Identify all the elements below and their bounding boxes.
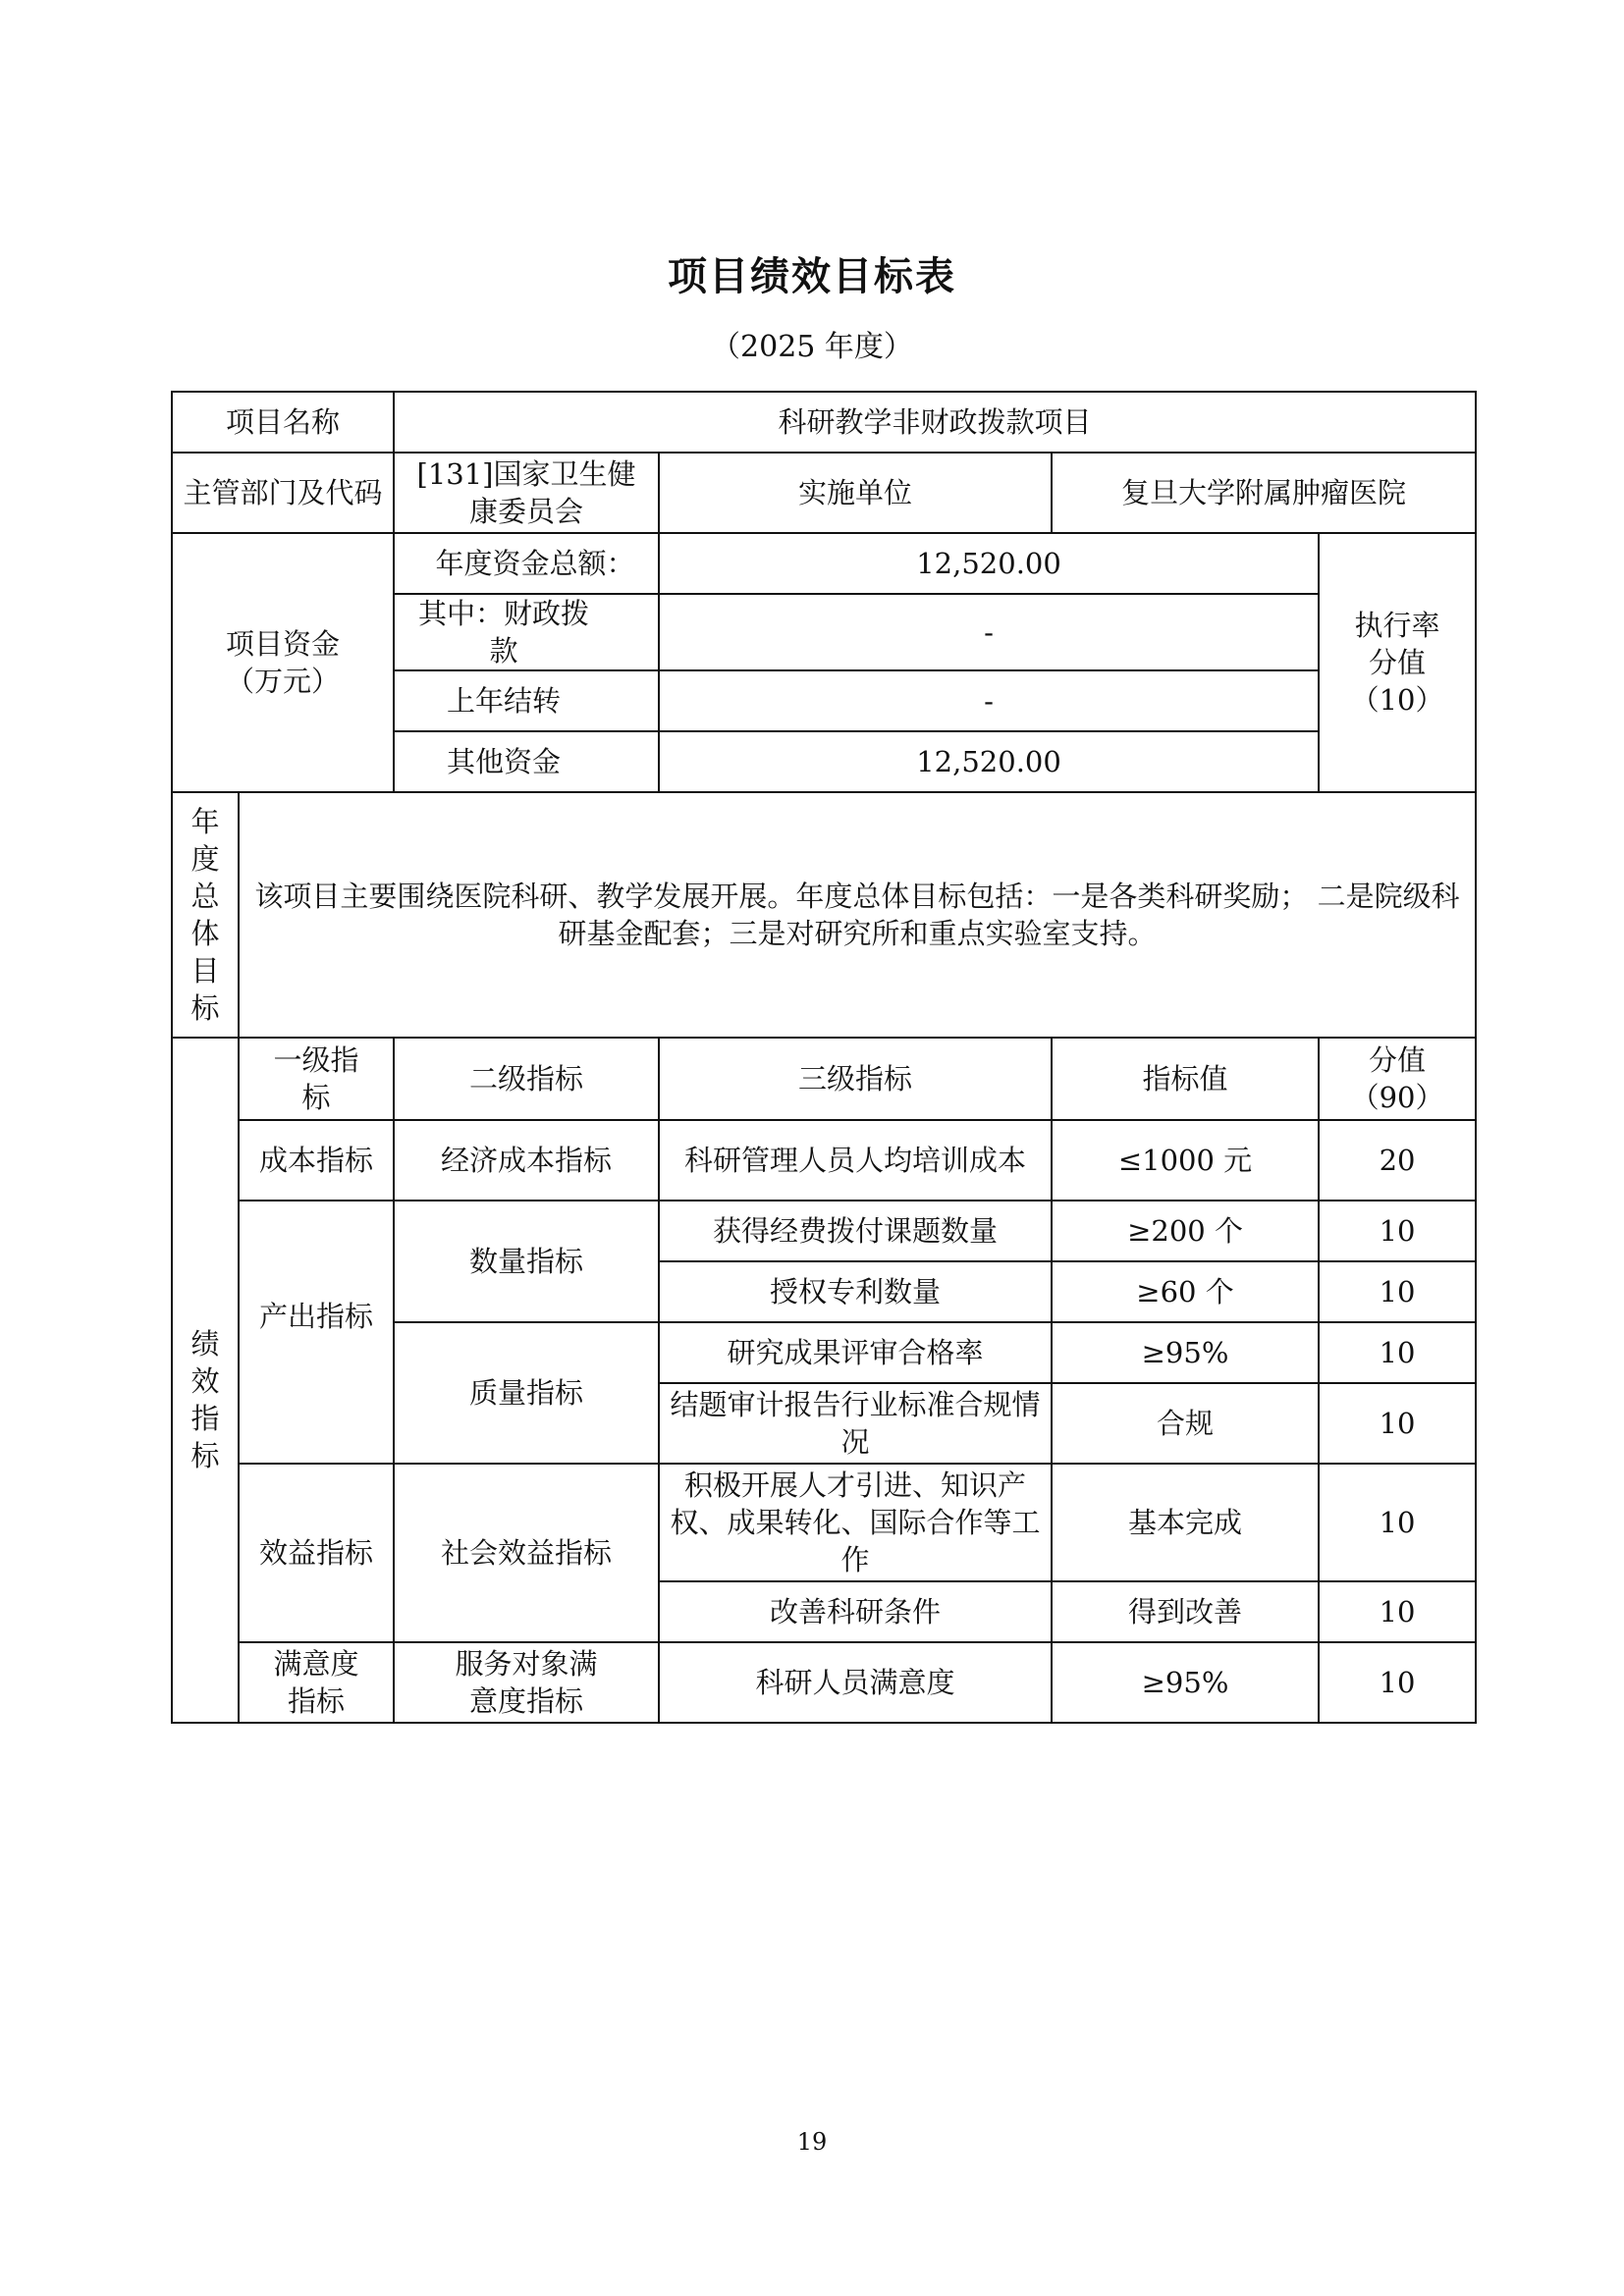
page-title: 项目绩效目标表 [668,254,956,299]
level2-indicator: 服务对象满意度指标 [394,1642,659,1723]
indicator-score: 10 [1319,1201,1476,1261]
project-name-value: 科研教学非财政拨款项目 [394,392,1476,453]
project-funds-label: 项目资金（万元） [172,533,394,792]
annual-total-value: 12,520.00 [659,533,1319,594]
performance-target-table [171,391,1477,1724]
annual-goal-text: 该项目主要围绕医院科研、教学发展开展。年度总体目标包括：一是各类科研奖励； 二是院级科研基金配套；三是对研究所和重点实验室支持。 [239,792,1476,1038]
carryover-label: 上年结转 [394,670,659,731]
carryover-value: - [659,670,1319,731]
implementing-unit-label: 实施单位 [659,453,1052,533]
indicator-value: 基本完成 [1052,1464,1319,1581]
indicator-value: 得到改善 [1052,1581,1319,1642]
project-name-label: 项目名称 [172,392,394,453]
header-value: 指标值 [1052,1038,1319,1120]
indicator-value: ≥200 个 [1052,1201,1319,1261]
level2-indicator: 质量指标 [394,1322,659,1464]
table-row [172,533,1476,594]
indicator-score: 10 [1319,1464,1476,1581]
level3-indicator: 科研管理人员人均培训成本 [659,1120,1052,1201]
fiscal-allocation-label: 其中：财政拨款 [394,594,659,670]
level1-indicator: 成本指标 [239,1120,394,1201]
level3-indicator: 积极开展人才引进、知识产权、成果转化、国际合作等工作 [659,1464,1052,1581]
fiscal-allocation-value: - [659,594,1319,670]
page-subtitle: （2025 年度） [711,330,913,364]
department-label: 主管部门及代码 [172,453,394,533]
level2-indicator: 社会效益指标 [394,1464,659,1642]
implementing-unit-value: 复旦大学附属肿瘤医院 [1052,453,1476,533]
level3-indicator: 获得经费拨付课题数量 [659,1201,1052,1261]
indicator-value: 合规 [1052,1383,1319,1464]
level3-indicator: 研究成果评审合格率 [659,1322,1052,1383]
indicator-score: 10 [1319,1261,1476,1322]
level1-indicator: 产出指标 [239,1201,394,1464]
annual-goal-label: 年 度 总 体 目 标 [172,792,239,1038]
level3-indicator: 授权专利数量 [659,1261,1052,1322]
header-level3: 三级指标 [659,1038,1052,1120]
table-row [172,1038,1476,1120]
performance-indicators-label: 绩 效 指 标 [172,1038,239,1723]
indicator-score: 10 [1319,1383,1476,1464]
level3-indicator: 结题审计报告行业标准合规情况 [659,1383,1052,1464]
table-row [172,453,1476,533]
page-number: 19 [796,2128,828,2156]
department-value: [131]国家卫生健康委员会 [394,453,659,533]
header-score: 分值（90） [1319,1038,1476,1120]
execution-rate-score-label: 执行率分值（10） [1319,533,1476,792]
indicator-value: ≥95% [1052,1322,1319,1383]
level2-indicator: 数量指标 [394,1201,659,1322]
table-row [172,392,1476,453]
level2-indicator: 经济成本指标 [394,1120,659,1201]
level1-indicator: 效益指标 [239,1464,394,1642]
header-level2: 二级指标 [394,1038,659,1120]
table-row [172,1201,1476,1261]
table-row [172,1642,1476,1723]
indicator-score: 10 [1319,1642,1476,1723]
indicator-score: 10 [1319,1322,1476,1383]
header-level1: 一级指标 [239,1038,394,1120]
table-row [172,1464,1476,1581]
other-funds-value: 12,520.00 [659,731,1319,792]
indicator-value: ≤1000 元 [1052,1120,1319,1201]
annual-total-label: 年度资金总额： [394,533,659,594]
indicator-value: ≥60 个 [1052,1261,1319,1322]
indicator-score: 10 [1319,1581,1476,1642]
table-row [172,792,1476,1038]
level3-indicator: 科研人员满意度 [659,1642,1052,1723]
level1-indicator: 满意度指标 [239,1642,394,1723]
table-row [172,1120,1476,1201]
other-funds-label: 其他资金 [394,731,659,792]
level3-indicator: 改善科研条件 [659,1581,1052,1642]
indicator-score: 20 [1319,1120,1476,1201]
indicator-value: ≥95% [1052,1642,1319,1723]
